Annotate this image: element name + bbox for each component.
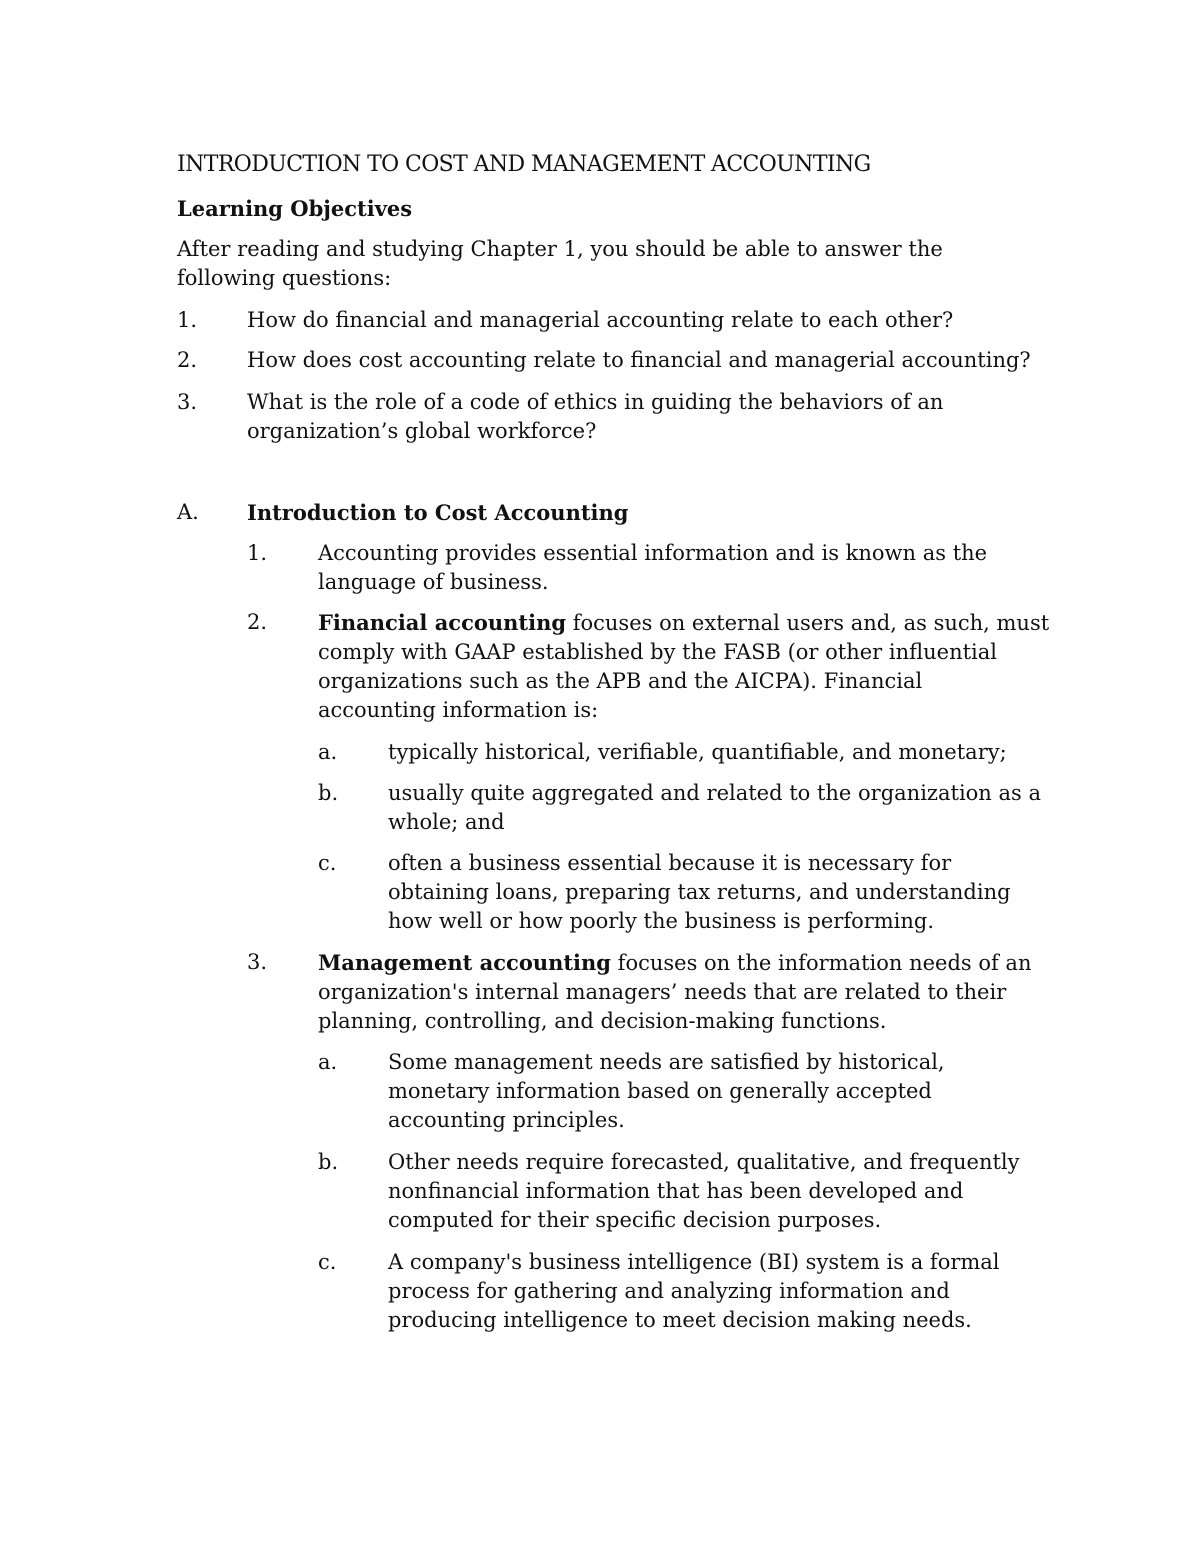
- item-text: organizations such as the APB and the AICPA). Financial: [318, 669, 923, 693]
- subitem-letter: b.: [318, 1150, 339, 1174]
- subitem-text: accounting principles.: [388, 1108, 625, 1132]
- subitem-letter: b.: [318, 781, 339, 805]
- subitem-text: computed for their specific decision purposes.: [388, 1208, 882, 1232]
- item-first-line: [318, 608, 1049, 638]
- bold-term: Financial accounting: [318, 610, 567, 635]
- item-text: focuses on the information needs of an: [611, 951, 1032, 975]
- subitem-text: nonfinancial information that has been developed and: [388, 1179, 964, 1203]
- intro-line: following questions:: [177, 266, 392, 290]
- item-first-line: [318, 948, 1031, 978]
- subitem-text: usually quite aggregated and related to the organization as a: [388, 781, 1041, 805]
- subitem-text: producing intelligence to meet decision making needs.: [388, 1308, 972, 1332]
- question-text: How does cost accounting relate to financial and managerial accounting?: [247, 348, 1031, 372]
- item-text: Accounting provides essential information and is known as the: [318, 541, 988, 565]
- intro-line: After reading and studying Chapter 1, you should be able to answer the: [177, 237, 943, 261]
- question-text: What is the role of a code of ethics in guiding the behaviors of an: [247, 390, 944, 414]
- bold-term: Management accounting: [318, 950, 611, 975]
- item-number: 2.: [247, 610, 268, 634]
- subitem-text: whole; and: [388, 810, 505, 834]
- subitem-text: Other needs require forecasted, qualitative, and frequently: [388, 1150, 1020, 1174]
- page-title: INTRODUCTION TO COST AND MANAGEMENT ACCOUNTING: [177, 152, 871, 177]
- subitem-text: Some management needs are satisfied by historical,: [388, 1050, 945, 1074]
- section-letter: A.: [177, 500, 199, 524]
- subitem-letter: c.: [318, 851, 337, 875]
- subitem-letter: a.: [318, 1050, 338, 1074]
- subitem-letter: a.: [318, 740, 338, 764]
- item-number: 1.: [247, 541, 268, 565]
- item-text: comply with GAAP established by the FASB (or other influential: [318, 640, 998, 664]
- subitem-text: often a business essential because it is necessary for: [388, 851, 952, 875]
- subitem-text: A company's business intelligence (BI) system is a formal: [388, 1250, 1000, 1274]
- subitem-text: process for gathering and analyzing information and: [388, 1279, 950, 1303]
- item-text: planning, controlling, and decision-making functions.: [318, 1009, 887, 1033]
- learning-objectives-heading: Learning Objectives: [177, 196, 413, 221]
- subitem-text: monetary information based on generally accepted: [388, 1079, 932, 1103]
- subitem-letter: c.: [318, 1250, 337, 1274]
- question-number: 3.: [177, 390, 198, 414]
- section-heading: Introduction to Cost Accounting: [247, 500, 629, 525]
- item-text: language of business.: [318, 570, 549, 594]
- item-text: organization's internal managers’ needs that are related to their: [318, 980, 1007, 1004]
- question-number: 1.: [177, 308, 198, 332]
- question-text: How do financial and managerial accounting relate to each other?: [247, 308, 954, 332]
- subitem-text: typically historical, verifiable, quantifiable, and monetary;: [388, 740, 1007, 764]
- item-text: accounting information is:: [318, 698, 599, 722]
- item-text: focuses on external users and, as such, must: [566, 611, 1050, 635]
- item-number: 3.: [247, 950, 268, 974]
- subitem-text: obtaining loans, preparing tax returns, and understanding: [388, 880, 1011, 904]
- question-text: organization’s global workforce?: [247, 419, 597, 443]
- subitem-text: how well or how poorly the business is performing.: [388, 909, 935, 933]
- question-number: 2.: [177, 348, 198, 372]
